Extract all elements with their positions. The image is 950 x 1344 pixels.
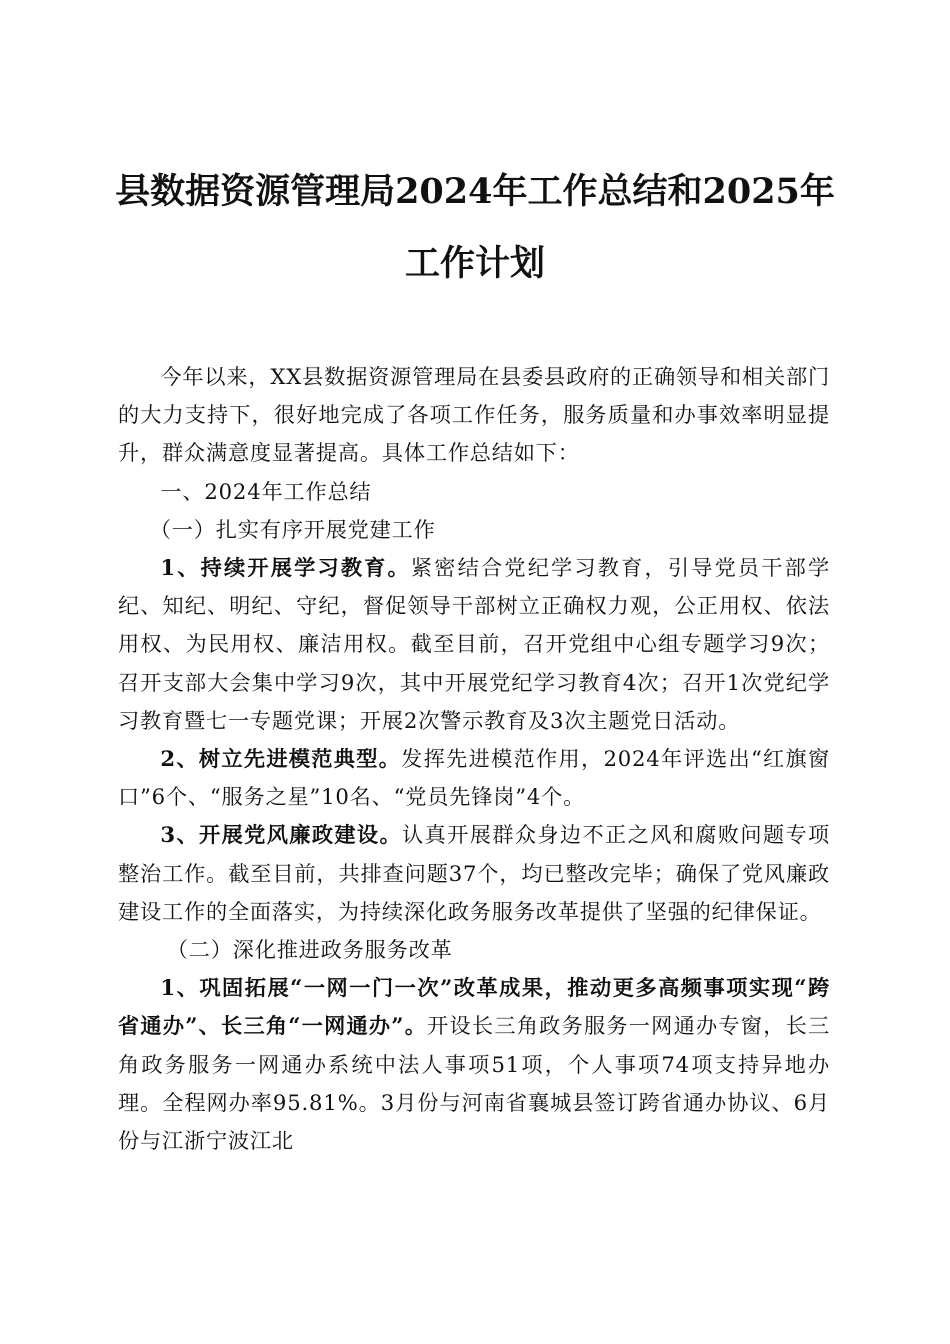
subsection-heading-2: （二）深化推进政务服务改革 [166,937,453,963]
paragraph-item-4 [118,969,830,1160]
title-line-1: 县数据资源管理局2024年工作总结和2025年 [115,171,835,212]
item-4-lead: 1、巩固拓展“一网一门一次”改革成果，推动更多高频事项实现“跨省通办”、长三角“一网通办”。 [118,975,830,1039]
title-line-2: 工作计划 [404,243,545,284]
document-body [118,358,830,1160]
intro-paragraph: 今年以来，XX县数据资源管理局在县委县政府的正确领导和相关部门的大力支持下，很好地完成了各项工作任务，服务质量和办事效率明显提升，群众满意度显著提高。具体工作总结如下： [118,364,830,466]
item-2-lead: 2、树立先进模范典型。 [160,746,402,772]
paragraph-item-2 [118,740,830,816]
item-1-text: 紧密结合党纪学习教育，引导党员干部学纪、知纪、明纪、守纪，督促领导干部树立正确权力观，公正用权、依法用权、为民用权、廉洁用权。截至目前，召开党组中心组专题学习9次；召开支部大会集中学习9次，其中开展党纪学习教育4次；召开1次党纪学习教育暨七一专题党课；开展2次警示教育及3次主题党日活动。 [118,555,831,733]
subsection-heading-1: （一）扎实有序开展党建工作 [149,516,436,542]
item-3-text: 认真开展群众身边不正之风和腐败问题专项整治工作。截至目前，共排查问题37个，均已整改完毕；确保了党风廉政建设工作的全面落实，为持续深化政务服务改革提供了坚强的纪律保证。 [118,822,831,924]
section-heading-1: 一、2024年工作总结 [160,478,372,504]
item-2-text: 发挥先进模范作用，2024年评选出“红旗窗口”6个、“服务之星”10名、“党员先锋岗”4个。 [118,746,830,810]
item-1-lead: 1、持续开展学习教育。 [160,555,411,581]
item-3-lead: 3、开展党风廉政建设。 [160,822,403,848]
paragraph-item-1 [118,549,830,740]
item-4-text: 开设长三角政务服务一网通办专窗，长三角政务服务一网通办系统中法人事项51项，个人事项74项支持异地办理。全程网办率95.81%。3月份与河南省襄城县签订跨省通办协议、6月份与江浙宁波江北 [118,1013,831,1154]
paragraph-item-3 [118,816,830,931]
